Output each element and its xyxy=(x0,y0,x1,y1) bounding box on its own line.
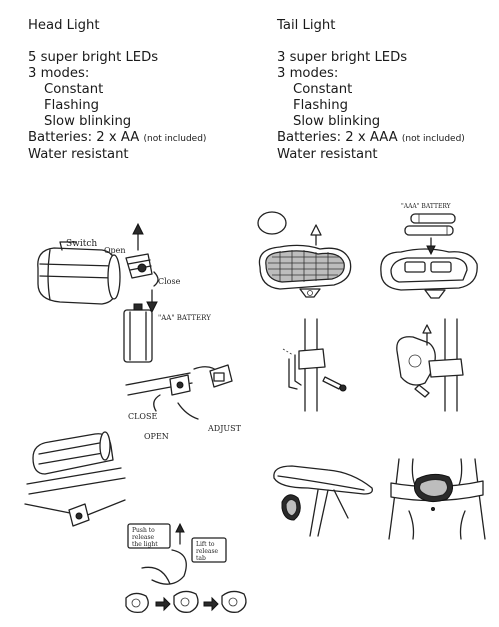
aa-battery-label: "AA" BATTERY xyxy=(158,314,211,322)
switch-label: Switch xyxy=(66,239,98,249)
tail-light-saddle-diagram xyxy=(268,458,378,538)
close-label: Close xyxy=(158,277,181,286)
tail-light-mode-slow-blinking: Slow blinking xyxy=(293,114,381,129)
tail-light-batteries-line xyxy=(277,130,465,147)
clamp-icon xyxy=(174,591,198,612)
clamp-icon xyxy=(69,504,89,526)
tab-label-2: release xyxy=(196,548,219,555)
tab-callout xyxy=(192,538,226,562)
arrow-icon xyxy=(176,524,184,544)
head-light-mount-diagram xyxy=(25,420,135,535)
head-light-batteries: Batteries: 2 x AA xyxy=(28,130,140,145)
head-light-title: Head Light xyxy=(28,18,100,33)
arrow-icon xyxy=(133,224,143,250)
clamp-icon xyxy=(289,349,325,389)
head-light-leds: 5 super bright LEDs xyxy=(28,50,159,65)
tail-light-mounted-diagram xyxy=(385,315,485,415)
close-caps-label: CLOSE xyxy=(128,412,158,421)
tail-light-body-diagram xyxy=(250,205,365,315)
clamp-icon xyxy=(429,359,463,377)
tail-light-mode-flashing: Flashing xyxy=(293,98,348,113)
tail-light-water: Water resistant xyxy=(277,147,378,162)
head-light-water: Water resistant xyxy=(28,147,129,162)
tail-light-clamp-diagram xyxy=(275,315,355,415)
tail-light-battery-diagram xyxy=(375,200,490,310)
head-light-release-diagram xyxy=(122,520,252,620)
arrow-icon xyxy=(147,290,157,312)
clamp-icon xyxy=(126,593,148,612)
tail-light-batteries-note: (not included) xyxy=(401,134,465,144)
release-callout xyxy=(128,524,170,548)
tail-light-modes-label: 3 modes: xyxy=(277,66,339,81)
battery-icon xyxy=(405,214,455,235)
head-light-modes-label: 3 modes: xyxy=(28,66,90,81)
tab-label-3: tab xyxy=(196,555,206,562)
battery-icon xyxy=(124,304,152,362)
tail-light-title: Tail Light xyxy=(277,18,336,33)
tab-label-1: Lift to xyxy=(196,541,215,548)
tail-light-batteries: Batteries: 2 x AAA xyxy=(277,130,398,145)
tail-light-specs xyxy=(277,18,465,163)
head-light-mode-flashing: Flashing xyxy=(44,98,99,113)
tail-light-mode-constant: Constant xyxy=(293,82,353,97)
push-release-1: Push to xyxy=(132,527,155,534)
arrow-icon xyxy=(311,225,321,245)
tail-light-leds: 3 super bright LEDs xyxy=(277,50,408,65)
head-light-batteries-note: (not included) xyxy=(143,134,207,144)
push-release-2: release xyxy=(132,534,155,541)
open-label: Open xyxy=(104,246,126,255)
tail-light-belt-diagram xyxy=(385,455,490,540)
aaa-battery-label: "AAA" BATTERY xyxy=(401,203,451,210)
screw-icon xyxy=(323,377,346,391)
clamp-icon xyxy=(170,365,232,395)
head-light-batteries-line xyxy=(28,130,206,147)
adjust-label: ADJUST xyxy=(208,424,241,433)
open-caps-label: OPEN xyxy=(144,432,169,441)
head-light-mode-constant: Constant xyxy=(44,82,104,97)
push-release-3: the light xyxy=(132,541,158,548)
head-light-mode-slow-blinking: Slow blinking xyxy=(44,114,132,129)
head-light-bracket-diagram xyxy=(120,355,250,450)
head-light-specs xyxy=(28,18,206,163)
head-light-battery-diagram xyxy=(20,220,220,370)
clamp-icon xyxy=(222,591,246,612)
